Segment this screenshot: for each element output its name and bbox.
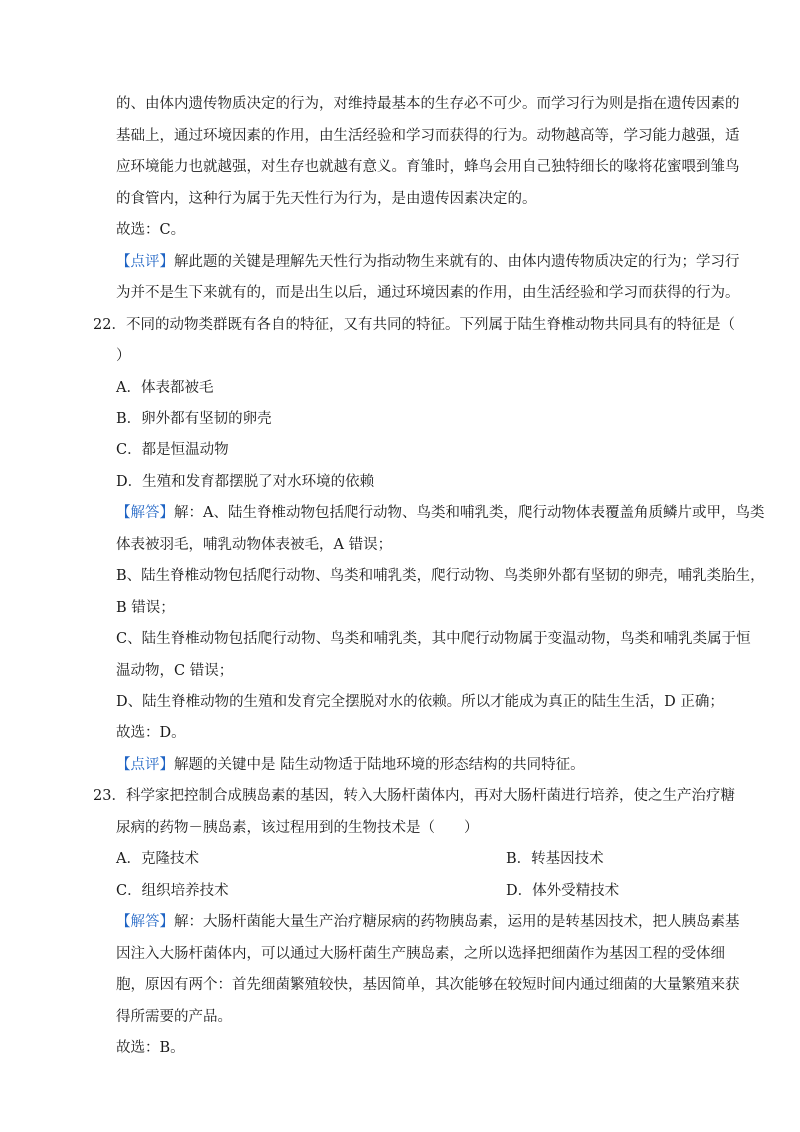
comment-text: 解此题的关键是理解先天性行为指动物生来就有的、由体内遗传物质决定的行为；学习行 — [174, 254, 740, 270]
q23-options-row-2 — [116, 881, 700, 901]
paragraph-line: 应环境能力也就越强，对生存也就越有意义。育雏时，蜂鸟会用自己独特细长的喙将花蜜喂到雏鸟 — [116, 159, 740, 175]
comment-tag: 【点评】 — [116, 757, 174, 773]
q22-answer-line: B 错误； — [116, 600, 175, 616]
q22-answer-line: B、陆生脊椎动物包括爬行动物、鸟类和哺乳类，爬行动物、鸟类卵外都有坚韧的卵壳，哺乳类胎生， — [116, 568, 765, 584]
q22-answer-line: C、陆生脊椎动物包括爬行动物、鸟类和哺乳类，其中爬行动物属于变温动物，鸟类和哺乳类属于恒 — [116, 631, 751, 647]
q23-option-a: A．克隆技术 — [116, 851, 199, 867]
comment-text: 解题的关键中是 陆生动物适于陆地环境的形态结构的共同特征。 — [174, 757, 585, 773]
q23-option-d: D．体外受精技术 — [506, 883, 620, 899]
answer-tag: 【解答】 — [116, 914, 174, 930]
answer-tag: 【解答】 — [116, 505, 174, 521]
q22-option-c: C．都是恒温动物 — [116, 442, 229, 458]
q23-stem-cont: 尿病的药物－胰岛素，该过程用到的生物技术是（ ） — [116, 820, 479, 836]
q22-answer-line: D、陆生脊椎动物的生殖和发育完全摆脱对水的依赖。所以才能成为真正的陆生生活，D 正确； — [116, 694, 724, 710]
paragraph-line: 基础上，通过环境因素的作用，由生活经验和学习而获得的行为。动物越高等，学习能力越强，适 — [116, 128, 740, 144]
q22-option-d: D．生殖和发育都摆脱了对水环境的依赖 — [116, 474, 375, 490]
q21-comment-line — [116, 252, 740, 272]
q23-answer-line: 故选：B。 — [116, 1040, 185, 1056]
q22-answer-line: 体表被羽毛，哺乳动物体表被毛，A 错误； — [116, 537, 393, 553]
q22-option-b: B．卵外都有坚韧的卵壳 — [116, 411, 272, 427]
paragraph-line: 的、由体内遗传物质决定的行为，对维持最基本的生存必不可少。而学习行为则是指在遗传因素的 — [116, 96, 740, 112]
q23-answer-line: 得所需要的产品。 — [116, 1009, 232, 1025]
q22-stem: 22．不同的动物类群既有各自的特征，又有共同的特征。下列属于陆生脊椎动物共同具有的特征是（ — [93, 317, 735, 333]
q22-answer-line: 故选：D。 — [116, 725, 186, 741]
q23-options-row-1 — [116, 849, 700, 869]
q23-option-c: C．组织培养技术 — [116, 883, 229, 899]
q22-option-a: A．体表都被毛 — [116, 380, 214, 396]
q22-answer-line — [116, 503, 765, 523]
q22-stem-cont: ） — [116, 348, 131, 364]
q23-answer-line: 因注入大肠杆菌体内，可以通过大肠杆菌生产胰岛素，之所以选择把细菌作为基因工程的受体细 — [116, 946, 725, 962]
q23-answer-line: 胞，原因有两个：首先细菌繁殖较快，基因简单，其次能够在较短时间内通过细菌的大量繁殖来获 — [116, 977, 740, 993]
q21-answer: 故选：C。 — [116, 222, 186, 238]
answer-text: 解：A、陆生脊椎动物包括爬行动物、鸟类和哺乳类，爬行动物体表覆盖角质鳞片或甲，鸟类 — [174, 505, 765, 521]
q23-answer-line — [116, 912, 740, 932]
q21-comment-line-2: 为并不是生下来就有的，而是出生以后，通过环境因素的作用，由生活经验和学习而获得的行为。 — [116, 285, 740, 301]
q23-stem: 23．科学家把控制合成胰岛素的基因，转入大肠杆菌体内，再对大肠杆菌进行培养，使之生产治疗糖 — [93, 788, 735, 804]
q22-comment-line — [116, 755, 700, 775]
q22-answer-line: 温动物，C 错误； — [116, 663, 234, 679]
answer-text: 解：大肠杆菌能大量生产治疗糖尿病的药物胰岛素，运用的是转基因技术，把人胰岛素基 — [174, 914, 740, 930]
paragraph-line: 的食管内，这种行为属于先天性行为行为，是由遗传因素决定的。 — [116, 191, 537, 207]
comment-tag: 【点评】 — [116, 254, 174, 270]
q23-option-b: B．转基因技术 — [506, 851, 604, 867]
